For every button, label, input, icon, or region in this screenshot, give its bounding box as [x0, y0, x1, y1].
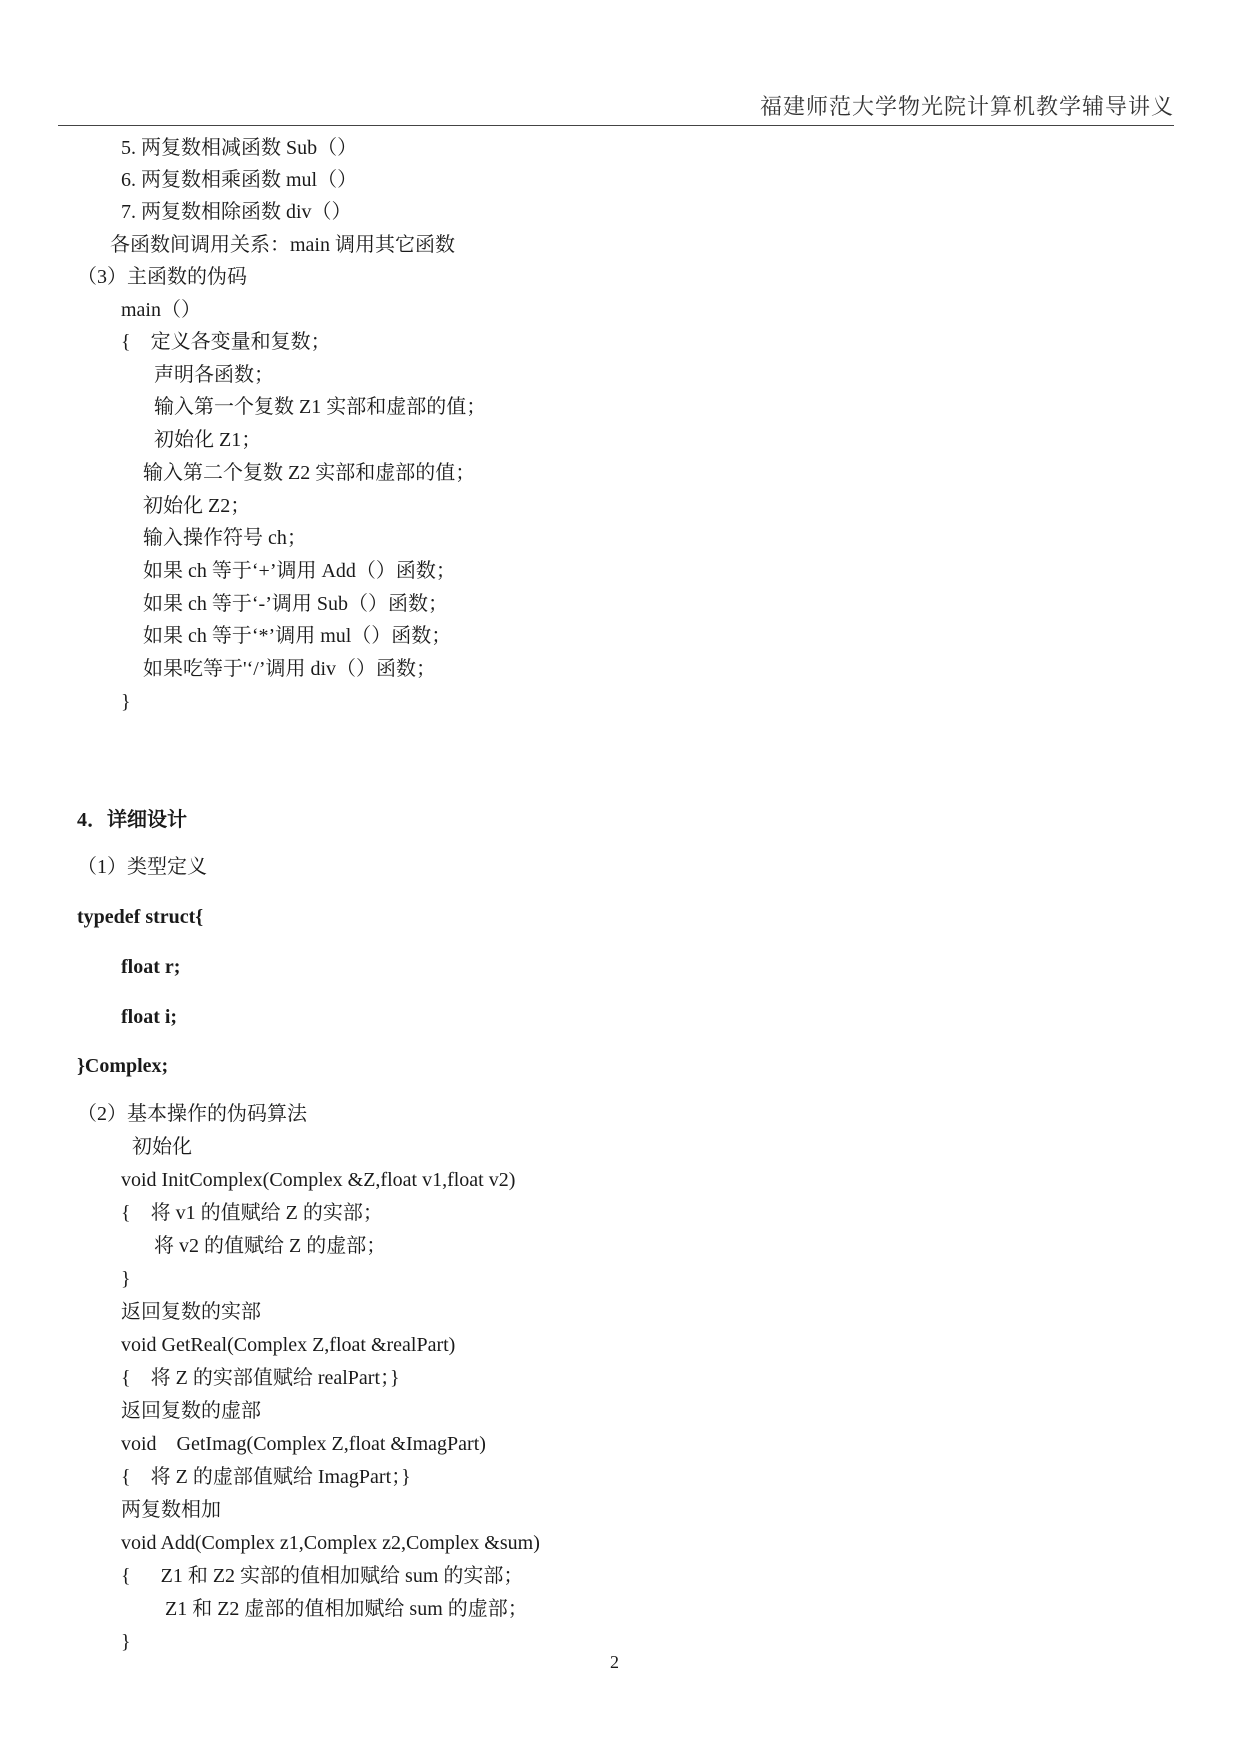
header-divider [58, 125, 1174, 126]
section-heading: （3）主函数的伪码 [77, 266, 247, 288]
code-line: 输入第一个复数 Z1 实部和虚部的值； [154, 396, 487, 418]
code-line: float i; [121, 1006, 178, 1028]
code-line: 如果吃等于'‘/’调用 div（）函数； [143, 658, 437, 680]
header-title: 福建师范大学物光院计算机教学辅导讲义 [759, 95, 1174, 120]
code-line: void InitComplex(Complex &Z,float v1,float v2) [121, 1169, 516, 1191]
code-line: } [121, 1631, 131, 1653]
code-line: void GetImag(Complex Z,float &ImagPart) [121, 1433, 486, 1455]
code-line: float r; [121, 956, 181, 978]
code-line: 输入第二个复数 Z2 实部和虚部的值； [143, 462, 476, 484]
text-line: 初始化 [132, 1136, 192, 1158]
code-line: { 定义各变量和复数； [121, 331, 331, 353]
code-line: { 将 v1 的值赋给 Z 的实部； [121, 1202, 383, 1224]
text-line: 各函数间调用关系：main 调用其它函数 [110, 234, 455, 256]
text-line: 两复数相加 [121, 1499, 221, 1521]
section-heading: （1）类型定义 [77, 856, 207, 878]
code-line: typedef struct{ [77, 906, 204, 928]
code-line: } [121, 691, 131, 713]
code-line: 初始化 Z1； [154, 429, 262, 451]
list-item: 5. 两复数相减函数 Sub（） [121, 137, 358, 159]
page-header [0, 0, 1241, 130]
text-line: 返回复数的实部 [121, 1301, 261, 1323]
section-title: 4．详细设计 [77, 809, 187, 831]
code-line: { Z1 和 Z2 实部的值相加赋给 sum 的实部； [121, 1565, 524, 1587]
code-line: 将 v2 的值赋给 Z 的虚部； [154, 1235, 387, 1257]
code-line: 如果 ch 等于‘+’调用 Add（）函数； [143, 560, 456, 582]
code-line: void Add(Complex z1,Complex z2,Complex &sum) [121, 1532, 540, 1554]
code-line: { 将 Z 的实部值赋给 realPart；} [121, 1367, 400, 1389]
code-line: 输入操作符号 ch； [143, 527, 307, 549]
code-line: 如果 ch 等于‘-’调用 Sub（）函数； [143, 593, 448, 615]
code-line: 如果 ch 等于‘*’调用 mul（）函数； [143, 625, 452, 647]
section-heading: （2）基本操作的伪码算法 [77, 1103, 307, 1125]
text-line: 返回复数的虚部 [121, 1400, 261, 1422]
code-line: { 将 Z 的虚部值赋给 ImagPart；} [121, 1466, 411, 1488]
code-line: main（） [121, 299, 201, 321]
code-line: Z1 和 Z2 虚部的值相加赋给 sum 的虚部； [165, 1598, 528, 1620]
code-line: }Complex; [77, 1055, 169, 1077]
list-item: 6. 两复数相乘函数 mul（） [121, 169, 358, 191]
code-line: void GetReal(Complex Z,float &realPart) [121, 1334, 456, 1356]
code-line: 初始化 Z2； [143, 495, 251, 517]
code-line: } [121, 1268, 131, 1290]
page-number: 2 [610, 1652, 619, 1672]
list-item: 7. 两复数相除函数 div（） [121, 201, 352, 223]
code-line: 声明各函数； [154, 364, 274, 386]
